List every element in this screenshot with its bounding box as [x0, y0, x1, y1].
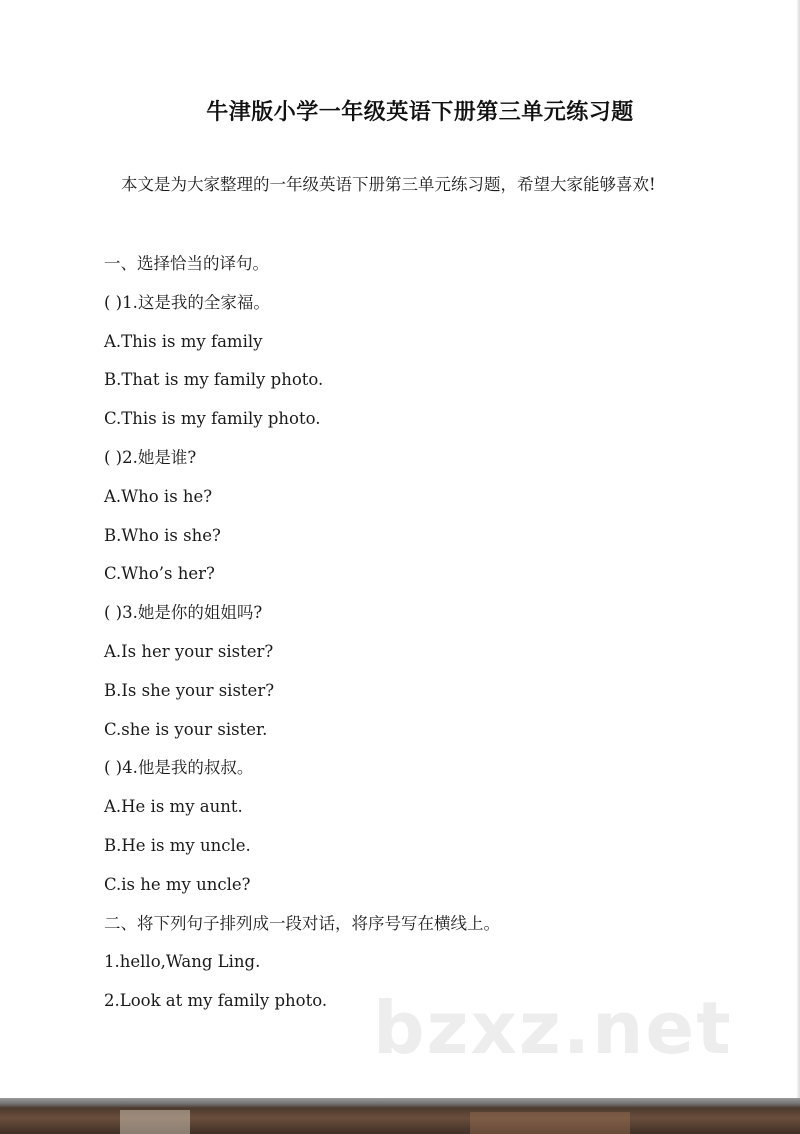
watermark: bzxz.net	[373, 986, 733, 1070]
q2-option-c: C.Who’s her?	[104, 564, 215, 584]
q2-option-a: A.Who is he?	[104, 486, 213, 506]
exercise-lines	[104, 245, 724, 1021]
section-heading-2: 二、将下列句子排列成一段对话，将序号写在横线上。	[104, 913, 500, 933]
question-4: ( )4.他是我的叔叔。	[104, 758, 254, 778]
background-detail	[470, 1112, 630, 1134]
q1-option-c: C.This is my family photo.	[104, 409, 321, 429]
background-detail	[120, 1110, 190, 1134]
q4-option-c: C.is he my uncle?	[104, 874, 251, 894]
q4-option-b: B.He is my uncle.	[104, 835, 251, 855]
question-3: ( )3.她是你的姐姐吗?	[104, 603, 263, 623]
dialogue-line-1: 1.hello,Wang Ling.	[104, 952, 261, 972]
q3-option-b: B.Is she your sister?	[104, 680, 275, 700]
document-title: 牛津版小学一年级英语下册第三单元练习题	[206, 100, 634, 125]
q4-option-a: A.He is my aunt.	[104, 797, 243, 817]
q1-option-a: A.This is my family	[104, 331, 263, 351]
q2-option-b: B.Who is she?	[104, 525, 221, 545]
dialogue-line-2: 2.Look at my family photo.	[104, 991, 328, 1011]
question-2: ( )2.她是谁?	[104, 447, 197, 467]
q3-option-c: C.she is your sister.	[104, 719, 268, 739]
background-strip	[0, 1098, 800, 1134]
question-1: ( )1.这是我的全家福。	[104, 292, 270, 312]
q1-option-b: B.That is my family photo.	[104, 370, 324, 390]
intro-paragraph: 本文是为大家整理的一年级英语下册第三单元练习题，希望大家能够喜欢!	[121, 175, 656, 194]
section-heading-1: 一、选择恰当的译句。	[104, 254, 269, 273]
q3-option-a: A.Is her your sister?	[104, 641, 274, 661]
